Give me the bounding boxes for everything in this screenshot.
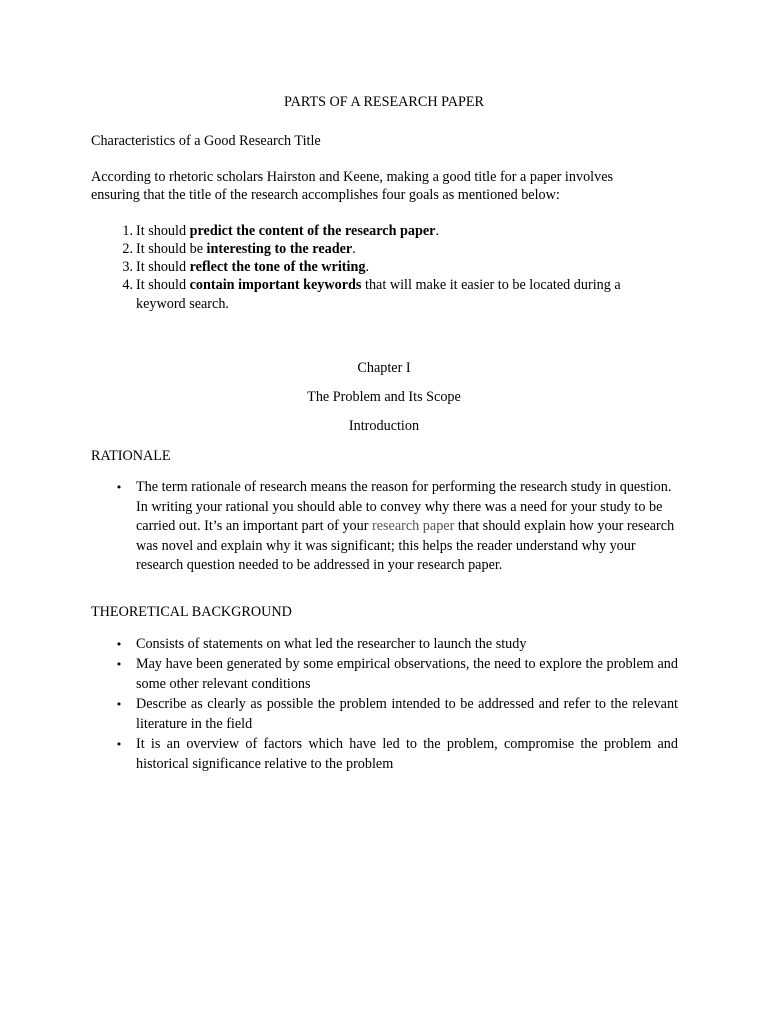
bullet-icon: • [115,638,123,651]
chapter-subtitle: The Problem and Its Scope [307,389,461,405]
goal-text: It should contain important keywords that will make it easier to be located during a [136,277,621,293]
page-title: PARTS OF A RESEARCH PAPER [284,94,484,110]
goal-text: It should be interesting to the reader. [136,241,356,257]
goal-text-continuation: keyword search. [136,296,229,312]
goal-number: 1. [122,223,133,239]
research-paper-link[interactable]: research paper [372,518,455,534]
bullet-icon: • [115,738,123,751]
intro-paragraph-line-1: According to rhetoric scholars Hairston and Keene, making a good title for a paper involves [91,169,614,185]
goal-number: 4. [122,277,133,293]
list-item-text: It is an overview of factors which have led to the problem, compromise the problem and historical significance relative to the problem [136,736,678,772]
goal-text: It should predict the content of the research paper. [136,223,440,239]
bullet-icon: • [115,698,123,711]
bullet-icon: • [115,481,123,494]
chapter-label: Chapter I [357,360,411,376]
goal-text: It should reflect the tone of the writing. [136,259,369,275]
goal-number: 3. [122,259,133,275]
rationale-paragraph: The term rationale of research means the reason for performing the research study in question. In writing your rational you should able to convey why there was a need for your study to be carried out. It’s an important part of your research paper that should explain how your research was novel and explain why it was significant; this helps the reader understand why your research question needed to be addressed in your research paper. [136,479,675,573]
intro-paragraph-line-2: ensuring that the title of the research accomplishes four goals as mentioned below: [91,187,560,203]
chapter-section-title: Introduction [348,418,420,434]
list-item-text: Consists of statements on what led the researcher to launch the study [136,636,527,652]
goal-number: 2. [122,241,133,257]
theoretical-background-heading: THEORETICAL BACKGROUND [91,604,292,620]
list-item-text: May have been generated by some empirical observations, the need to explore the problem and some other relevant conditions [136,656,678,692]
list-item-text: Describe as clearly as possible the problem intended to be addressed and refer to the relevant literature in the field [136,696,678,732]
section-heading-title-characteristics: Characteristics of a Good Research Title [91,133,321,149]
bullet-icon: • [115,658,123,671]
rationale-heading: RATIONALE [91,448,171,464]
